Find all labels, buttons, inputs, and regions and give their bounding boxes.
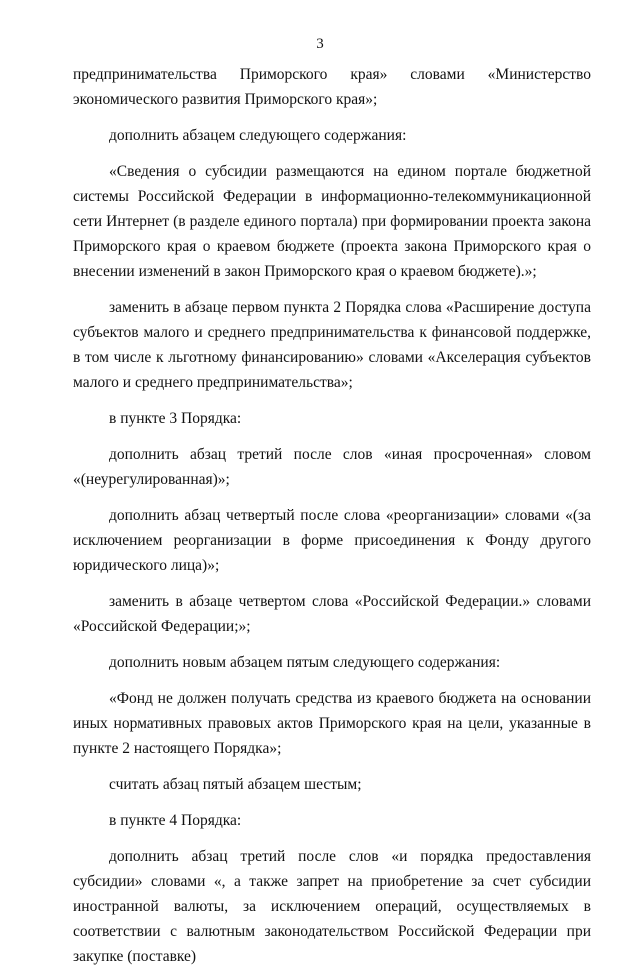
paragraph-2: дополнить абзацем следующего содержания:	[109, 127, 407, 144]
paragraph-4: заменить в абзаце первом пункта 2 Порядка слова «Расширение доступа субъектов малого и среднего предпринимательства к финансовой поддержке, в том числе к льготному финансированию» словами «Акселерация субъектов малого и среднего предпринимательства»;	[73, 299, 591, 391]
paragraph-6: дополнить абзац третий после слов «иная просроченная» словом «(неурегулированная)»;	[73, 446, 591, 488]
page-number: 3	[316, 36, 324, 52]
paragraph-9: дополнить новым абзацем пятым следующего содержания:	[109, 654, 501, 671]
paragraph-5: в пункте 3 Порядка:	[109, 410, 242, 427]
document-body	[73, 62, 591, 969]
paragraph-3: «Сведения о субсидии размещаются на едином портале бюджетной системы Российской Федерации в информационно-телекоммуникационной сети Интернет (в разделе единого портала) при формировании проекта закона Приморского края о краевом бюджете (проекта закона Приморского края о внесении изменений в закон Приморского края о краевом бюджете).»;	[73, 163, 591, 280]
paragraph-10: «Фонд не должен получать средства из краевого бюджета на основании иных нормативных правовых актов Приморского края на цели, указанные в пункте 2 настоящего Порядка»;	[73, 690, 591, 757]
paragraph-13: дополнить абзац третий после слов «и порядка предоставления субсидии» словами «, а также запрет на приобретение за счет субсидии иностранной валюты, за исключением операций, осуществляемых в соответствии с валютным законодательством Российской Федерации при закупке (поставке)	[73, 848, 591, 965]
paragraph-7: дополнить абзац четвертый после слова «реорганизации» словами «(за исключением реорганизации в форме присоединения к Фонду другого юридического лица)»;	[73, 507, 591, 574]
paragraph-12: в пункте 4 Порядка:	[109, 812, 242, 829]
paragraph-11: считать абзац пятый абзацем шестым;	[109, 776, 362, 793]
paragraph-8: заменить в абзаце четвертом слова «Российской Федерации.» словами «Российской Федерации;»;	[73, 593, 591, 635]
paragraph-1: предпринимательства Приморского края» словами «Министерство экономического развития Приморского края»;	[73, 66, 591, 108]
